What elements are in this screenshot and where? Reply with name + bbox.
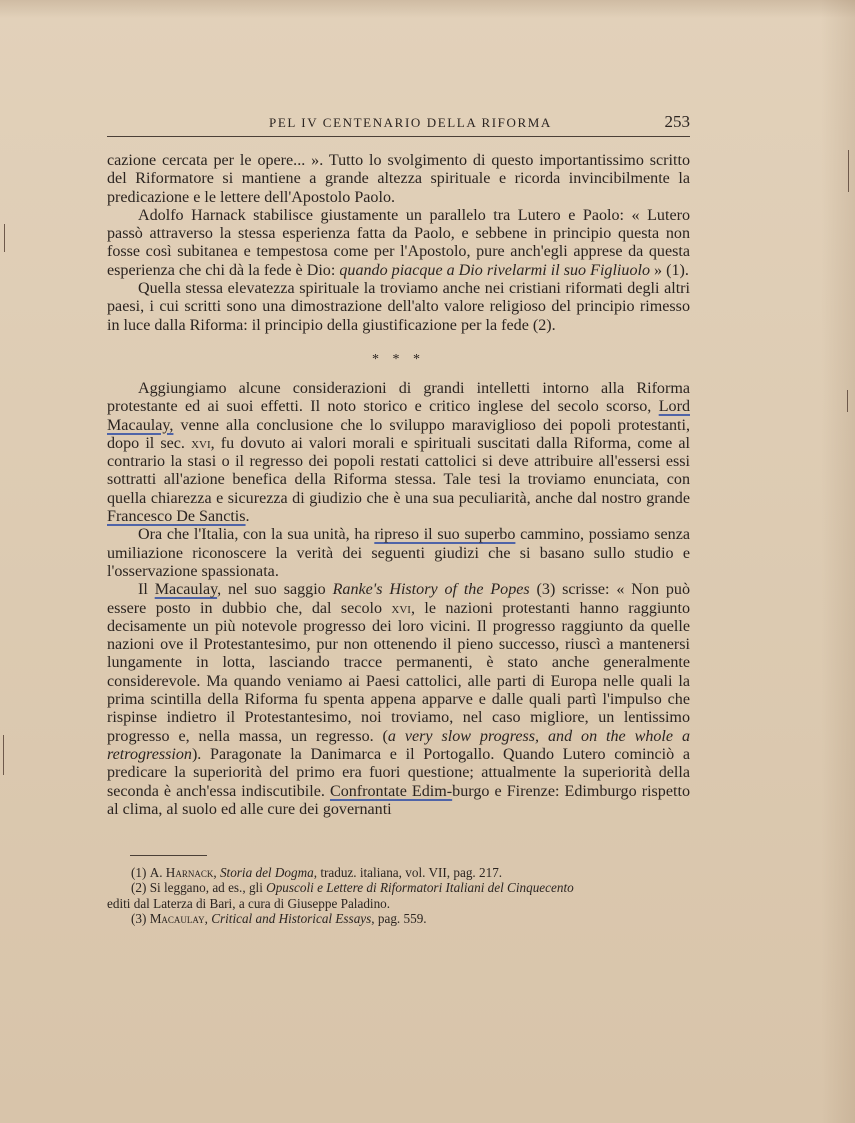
paragraph-4-text: Aggiungiamo alcune considerazioni di grandi intelletti intorno alla Riforma protestante ed ai suoi effetti. Il noto storico e critico inglese del secolo scorso,: [107, 379, 690, 416]
page-right-shadow: [821, 0, 855, 1123]
footnote-2-continuation: editi dal Laterza di Bari, a cura di Giuseppe Paladino.: [107, 895, 391, 911]
footnote-rule: [130, 855, 207, 856]
footnote-1-title: Storia del Dogma: [219, 865, 314, 880]
paragraph-5: [107, 526, 690, 581]
paragraph-4: [107, 380, 690, 526]
century-xvi: xvi: [191, 434, 211, 452]
paragraph-2-text: Adolfo Harnack stabilisce giustamente un parallelo tra Lutero e Paolo: « Lutero passò attraverso la stessa esperienza fatta da Paolo, e sebbene in principio questa non fosse così subitanea e tempestosa come per l'Apostolo, pure anch'egli apprese da questa esperienza che chi dà la fede è Dio:: [107, 206, 690, 279]
footnote-2-lead: Si leggano, ad es., gli: [149, 880, 267, 896]
paragraph-1: cazione cercata per le opere... ». Tutto lo svolgimento di questo importantissimo scritto del Riformatore si mantiene a grande altezza spirituale e ricorda invincibilmente la predicazione e le lettere dell'Apostolo Paolo.: [107, 152, 690, 206]
english-original-quote: a very slow progress, and on the whole a retrogression: [107, 727, 690, 763]
footnote-2-title: Opuscoli e Lettere di Riformatori Italiani del Cinquecento: [266, 880, 574, 896]
paragraph-4-end: .: [245, 508, 250, 526]
page-number: 253: [664, 112, 690, 131]
paragraph-6-body: , le nazioni protestanti hanno raggiunto decisamente un più notevole progresso dei loro vicini. Il progresso raggiunto da quelle nazioni ove il Protestantesimo, pur non ottenendo il pieno successo, riuscì a mantenersi lungamente in lotta, lasciando tracce permanenti, è stato anche generalmente considerevole. Ma quando veniamo ai Paesi cattolici, alle parti di Europa nelle quali la prima scintilla della Riforma fu spenta appena apparve e dalle quali partì l'impulso che rispinse indietro il Protestantesimo, noi troviamo, nel caso migliore, un lentissimo progresso e, nella massa, un regresso. (: [107, 599, 690, 745]
paragraph-4-body: , fu dovuto ai valori morali e spirituali suscitati dalla Riforma, come al contrario la stasi o il regresso dei popoli restati cattolici si deve attribuire all'essersi essi sottratti all'azione benefica della Riforma stessa. Tale tesi la troviamo enunciata, con quella chiarezza e sicurezza di giudizio che è una sua peculiarità, anche dal nostro grande: [107, 434, 690, 507]
footnote-1-rest: , traduz. italiana, vol. VII, pag. 217.: [313, 865, 503, 880]
left-margin-mark-1: [4, 224, 5, 252]
paragraph-5-text: Ora che l'Italia, con la sua unità, ha: [138, 526, 375, 544]
paragraph-3: Quella stessa elevatezza spirituale la troviamo anche nei cristiani riformati degli altri paesi, i cui scritti sono una dimostrazione dell'alto valore religioso del principio rimesso in luce dalla Riforma: il principio della giustificazione per la fede (2).: [107, 280, 690, 334]
running-title: PEL IV CENTENARIO DELLA RIFORMA: [269, 115, 552, 130]
paragraph-2-end: » (1).: [650, 261, 689, 279]
body-text: [107, 152, 690, 819]
paragraph-6-start: Il: [138, 581, 155, 599]
paragraph-6-text: , nel suo saggio: [217, 581, 333, 599]
footnotes: [107, 865, 690, 927]
separator-space: [107, 371, 690, 380]
underlined-phrase: ripreso il suo superbo: [374, 526, 516, 544]
footnote-3: (3) Macaulay, Critical and Historical Essays, pag. 559.: [131, 911, 427, 927]
de-sanctis-underlined-name: Francesco De Sanctis: [107, 508, 246, 526]
section-separator: * * *: [372, 351, 425, 367]
paragraph-6-body-2: ). Paragonate la Danimarca e il Portogallo. Quando Lutero cominciò a predicare la superiorità del primo era fuori questione; attualmente la superiorità della seconda è anch'essa indiscutibile.: [107, 745, 690, 800]
ranke-history-title: Ranke's History of the Popes: [332, 581, 530, 599]
right-margin-mark-1: [848, 150, 849, 192]
harnack-quote: quando piacque a Dio rivelarmi il suo Figliuolo: [339, 261, 651, 279]
right-margin-mark-2: [847, 390, 848, 412]
footnote-1-number: (1): [131, 865, 147, 880]
paragraph-6: [107, 581, 690, 819]
footnote-2-number: (2): [131, 880, 147, 896]
footnote-3-rest: , pag. 559.: [371, 911, 427, 927]
left-margin-mark-2: [3, 735, 4, 775]
page-top-shadow: [0, 0, 855, 18]
paragraph-5-end: cammino, possiamo senza umiliazione riconoscere la verità dei seguenti giudizi che si basano sullo studio e l'osservazione spassionata.: [107, 526, 690, 580]
paragraph-6-quote-start: (3) scrisse: « Non può essere posto in dubbio che, dal secolo: [107, 581, 690, 617]
footnote-3-title: Critical and Historical Essays: [211, 911, 372, 927]
footnote-2: [107, 880, 690, 895]
footnote-1: (1) A. Harnack, Storia del Dogma, traduz. italiana, vol. VII, pag. 217.: [131, 865, 503, 880]
macaulay-underlined-name: Lord Macaulay,: [107, 398, 690, 434]
century-xvi-second: xvi: [391, 599, 411, 617]
paragraph-4-middle: venne alla conclusione che lo sviluppo maraviglioso dei popoli protestanti, dopo il sec.: [107, 416, 690, 452]
paragraph-6-end: burgo e Firenze: Edimburgo rispetto al clima, al suolo ed alle cure dei governanti: [107, 782, 690, 818]
paragraph-2: [107, 207, 690, 280]
footnote-3-author: Macaulay: [149, 911, 205, 927]
running-header: [107, 112, 690, 137]
confrontate-underlined: Confrontate Edim-: [329, 782, 453, 800]
footnote-3-number: (3): [131, 911, 147, 927]
footnote-1-author: A. Harnack: [149, 865, 214, 880]
macaulay-name: Macaulay: [154, 581, 218, 599]
